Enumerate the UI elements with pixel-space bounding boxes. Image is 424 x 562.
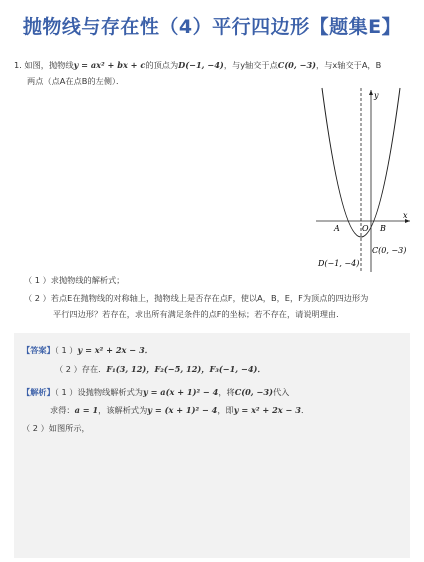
analysis-equation: y = a(x + 1)² − 4 [142,387,219,397]
question-part-2-line-2: 平行四边形？若存在，求出所有满足条件的点F的坐标；若不存在，请说明理由． [53,309,345,319]
problem-text: ，与x轴交于A，B [316,60,382,70]
point-b-label: B [380,224,386,233]
vertex-point: D(−1, −4) [178,60,224,70]
analysis-text: ，将 [218,387,235,397]
x-label: x [403,211,408,220]
analysis-text: 求得： [50,405,75,415]
problem-line-2: 两点（点A在点B的左侧）． [27,76,125,86]
answer-tag: 【答案】 [22,345,55,355]
problem-line-1 [14,58,381,72]
analysis-text: ． [300,405,310,415]
question-part-2-line-1: （ 2 ）若点E在抛物线的对称轴上，抛物线上是否存在点F，使以A，B，E，F为顶点的四边形为 [24,293,369,303]
answer-line-1 [22,343,153,357]
answer-line-2 [55,362,266,376]
y-axis-arrow [369,90,373,95]
y-label: y [374,91,379,100]
analysis-line-2 [50,403,309,417]
c-point: C(0, −3) [277,60,317,70]
analysis-line-3: （ 2 ）如图所示， [22,423,90,433]
analysis-text: ，该解析式为 [98,405,148,415]
page-title: 抛物线与存在性（4）平行四边形【题集E】 [22,16,402,38]
parabola-equation: y = ax² + bx + c [73,60,146,70]
analysis-a-value: a = 1 [74,405,99,415]
answer-part-1: y = x² + 2x − 3． [77,345,153,355]
analysis-text: 代入 [272,387,290,397]
point-a-label: A [334,224,340,233]
answer-part-2-prefix: （ 2 ）存在． [55,364,107,374]
problem-number: 1. [14,60,22,70]
analysis-line-1 [22,385,289,399]
analysis-text: ，即 [217,405,234,415]
parabola-graph [312,86,412,274]
question-part-1: （ 1 ）求抛物线的解析式； [24,275,125,285]
answer-part-1-prefix: （ 1 ） [54,345,78,355]
answer-part-2: F₁(3, 12)，F₂(−5, 12)，F₃(−1, −4)． [106,364,266,374]
analysis-point: C(0, −3) [234,387,273,397]
point-c-label: C(0, −3) [372,246,407,255]
analysis-tag: 【解析】 [22,387,55,397]
analysis-text: （ 1 ）设抛物线解析式为 [54,387,143,397]
analysis-vertex-form: y = (x + 1)² − 4 [147,405,218,415]
problem-text: ，与y轴交于点 [223,60,278,70]
problem-text: 的顶点为 [145,60,179,70]
analysis-standard-form: y = x² + 2x − 3 [233,405,301,415]
origin-label: O [362,224,369,233]
point-d-label: D(−1, −4) [318,259,360,268]
problem-text: 如图，抛物线 [24,60,74,70]
